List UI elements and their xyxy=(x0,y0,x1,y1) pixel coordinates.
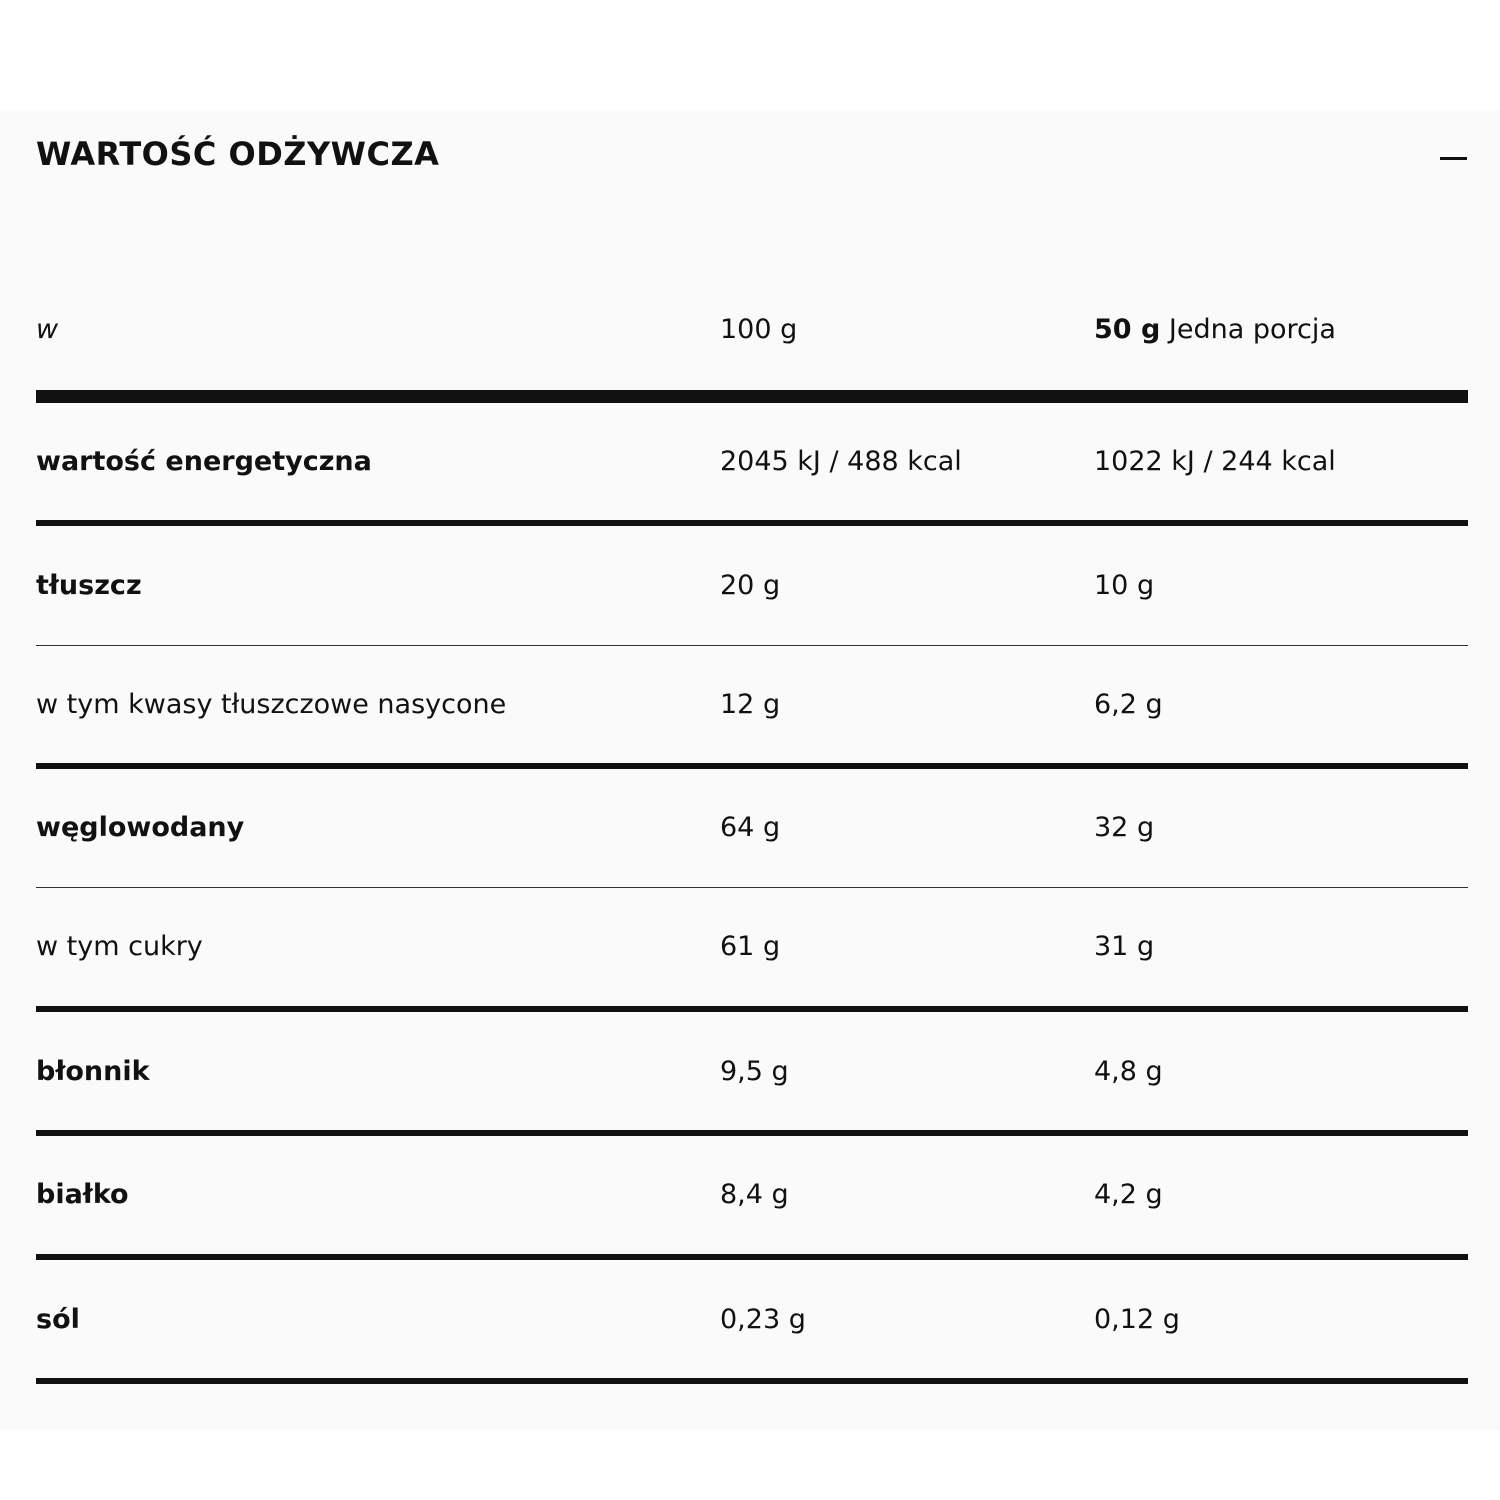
nutrient-name: w tym cukry xyxy=(36,931,203,962)
section-title: WARTOŚĆ ODŻYWCZA xyxy=(36,135,440,173)
value-per-100g: 64 g xyxy=(720,812,781,843)
value-per-portion: 10 g xyxy=(1094,570,1155,601)
section-header[interactable] xyxy=(36,134,1468,174)
value-per-portion: 32 g xyxy=(1094,812,1155,843)
header-label: w xyxy=(36,314,59,345)
value-per-100g: 12 g xyxy=(720,689,781,720)
nutrient-name: sól xyxy=(36,1304,80,1335)
minus-icon-bar xyxy=(1440,157,1467,160)
value-per-100g: 61 g xyxy=(720,931,781,962)
row-divider xyxy=(36,1130,1468,1136)
portion-amount: 50 g xyxy=(1094,314,1161,345)
value-per-portion: 6,2 g xyxy=(1094,689,1163,720)
nutrient-name: tłuszcz xyxy=(36,570,142,601)
value-per-portion: 0,12 g xyxy=(1094,1304,1180,1335)
value-per-100g: 2045 kJ / 488 kcal xyxy=(720,446,962,477)
row-divider xyxy=(36,645,1468,646)
nutrient-name: błonnik xyxy=(36,1056,150,1087)
nutrient-name: węglowodany xyxy=(36,812,245,843)
nutrition-panel xyxy=(0,110,1500,1430)
nutrient-name: wartość energetyczna xyxy=(36,446,372,477)
value-per-portion: 4,2 g xyxy=(1094,1179,1163,1210)
header-per-portion xyxy=(1094,313,1336,347)
row-divider xyxy=(36,1378,1468,1384)
value-per-100g: 0,23 g xyxy=(720,1304,806,1335)
portion-label: Jedna porcja xyxy=(1168,314,1336,345)
value-per-portion: 31 g xyxy=(1094,931,1155,962)
row-divider xyxy=(36,1254,1468,1260)
nutrient-name: białko xyxy=(36,1179,129,1210)
row-divider xyxy=(36,1006,1468,1012)
minus-icon[interactable] xyxy=(1438,138,1468,170)
row-divider xyxy=(36,887,1468,888)
value-per-portion: 4,8 g xyxy=(1094,1056,1163,1087)
row-divider xyxy=(36,763,1468,769)
header-divider xyxy=(36,390,1468,403)
value-per-portion: 1022 kJ / 244 kcal xyxy=(1094,446,1336,477)
value-per-100g: 8,4 g xyxy=(720,1179,789,1210)
nutrient-name: w tym kwasy tłuszczowe nasycone xyxy=(36,689,507,720)
value-per-100g: 20 g xyxy=(720,570,781,601)
header-per-100g: 100 g xyxy=(720,314,798,345)
row-divider xyxy=(36,520,1468,526)
value-per-100g: 9,5 g xyxy=(720,1056,789,1087)
